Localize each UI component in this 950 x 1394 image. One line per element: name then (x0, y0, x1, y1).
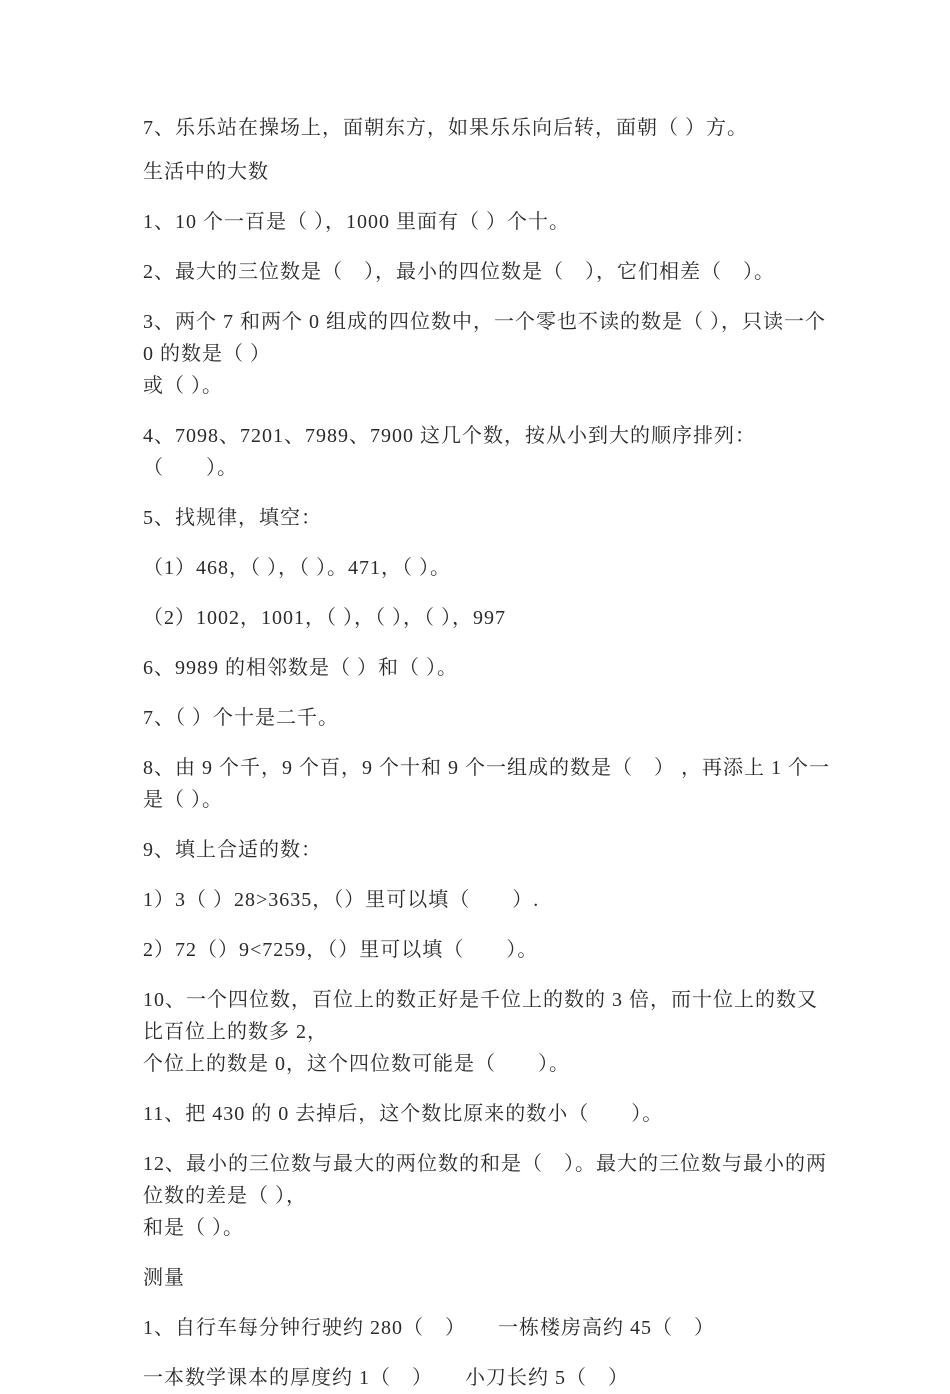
q4-ordering-numbers: 4、7098、7201、7989、7900 这几个数，按从小到大的顺序排列：（ ）。 (143, 425, 756, 479)
q10-four-digit-riddle-line1: 10、一个四位数，百位上的数正好是千位上的数的 3 倍，而十位上的数又比百位上的数多 2， (143, 989, 818, 1043)
m1-bicycle-building-units: 1、自行车每分钟行驶约 280（ ） 一栋楼房高约 45（ ） (143, 1317, 715, 1339)
q12-sum-difference-line1: 12、最小的三位数与最大的两位数的和是（ ）。最大的三位数与最小的两位数的差是（ ）， (143, 1153, 827, 1207)
q5-sub2-sequence-1002: （2）1002，1001，（ ），（ ），（ ），997 (143, 607, 506, 629)
q5-sub1-sequence-468: （1）468，（ ），（ ）。471，（ ）。 (143, 557, 451, 579)
q9-fill-suitable-heading: 9、填上合适的数： (143, 839, 322, 861)
q8-compose-number-9999: 8、由 9 个千，9 个百，9 个十和 9 个一组成的数是（ ） ，再添上 1 个一是（ ）。 (143, 757, 830, 811)
q6-neighbor-numbers-9989: 6、9989 的相邻数是（ ）和（ ）。 (143, 657, 458, 679)
m2-textbook-knife-units: 一本数学课本的厚度约 1（ ） 小刀长约 5（ ） (143, 1367, 629, 1389)
q2-largest-smallest-numbers: 2、最大的三位数是（ ），最小的四位数是（ ），它们相差（ ）。 (143, 261, 775, 283)
q9-sub2-inequality: 2）72（）9<7259，（）里可以填（ ）。 (143, 939, 539, 961)
q11-remove-zero-430: 11、把 430 的 0 去掉后，这个数比原来的数小（ ）。 (143, 1103, 664, 1125)
q7-tens-make-two-thousand: 7、（ ）个十是二千。 (143, 707, 339, 729)
q3-four-digit-zeros-line1: 3、两个 7 和两个 0 组成的四位数中，一个零也不读的数是（ ），只读一个 0 的数是（ ） (143, 311, 832, 365)
q3-four-digit-zeros-line2: 或（ ）。 (143, 375, 223, 397)
q10-four-digit-riddle-line2: 个位上的数是 0，这个四位数可能是（ ）。 (143, 1053, 570, 1075)
q7-direction-question: 7、乐乐站在操场上，面朝东方，如果乐乐向后转，面朝（ ）方。 (143, 117, 748, 139)
section-title-measurement: 测量 (143, 1267, 185, 1289)
q12-sum-difference-line2: 和是（ ）。 (143, 1217, 244, 1239)
q1-hundreds-tens: 1、10 个一百是（ ），1000 里面有（ ）个十。 (143, 211, 570, 233)
section-title-large-numbers: 生活中的大数 (143, 161, 269, 183)
q5-find-pattern-heading: 5、找规律，填空： (143, 507, 322, 529)
q9-sub1-inequality: 1）3（ ）28>3635，（）里可以填（ ）. (143, 889, 540, 911)
